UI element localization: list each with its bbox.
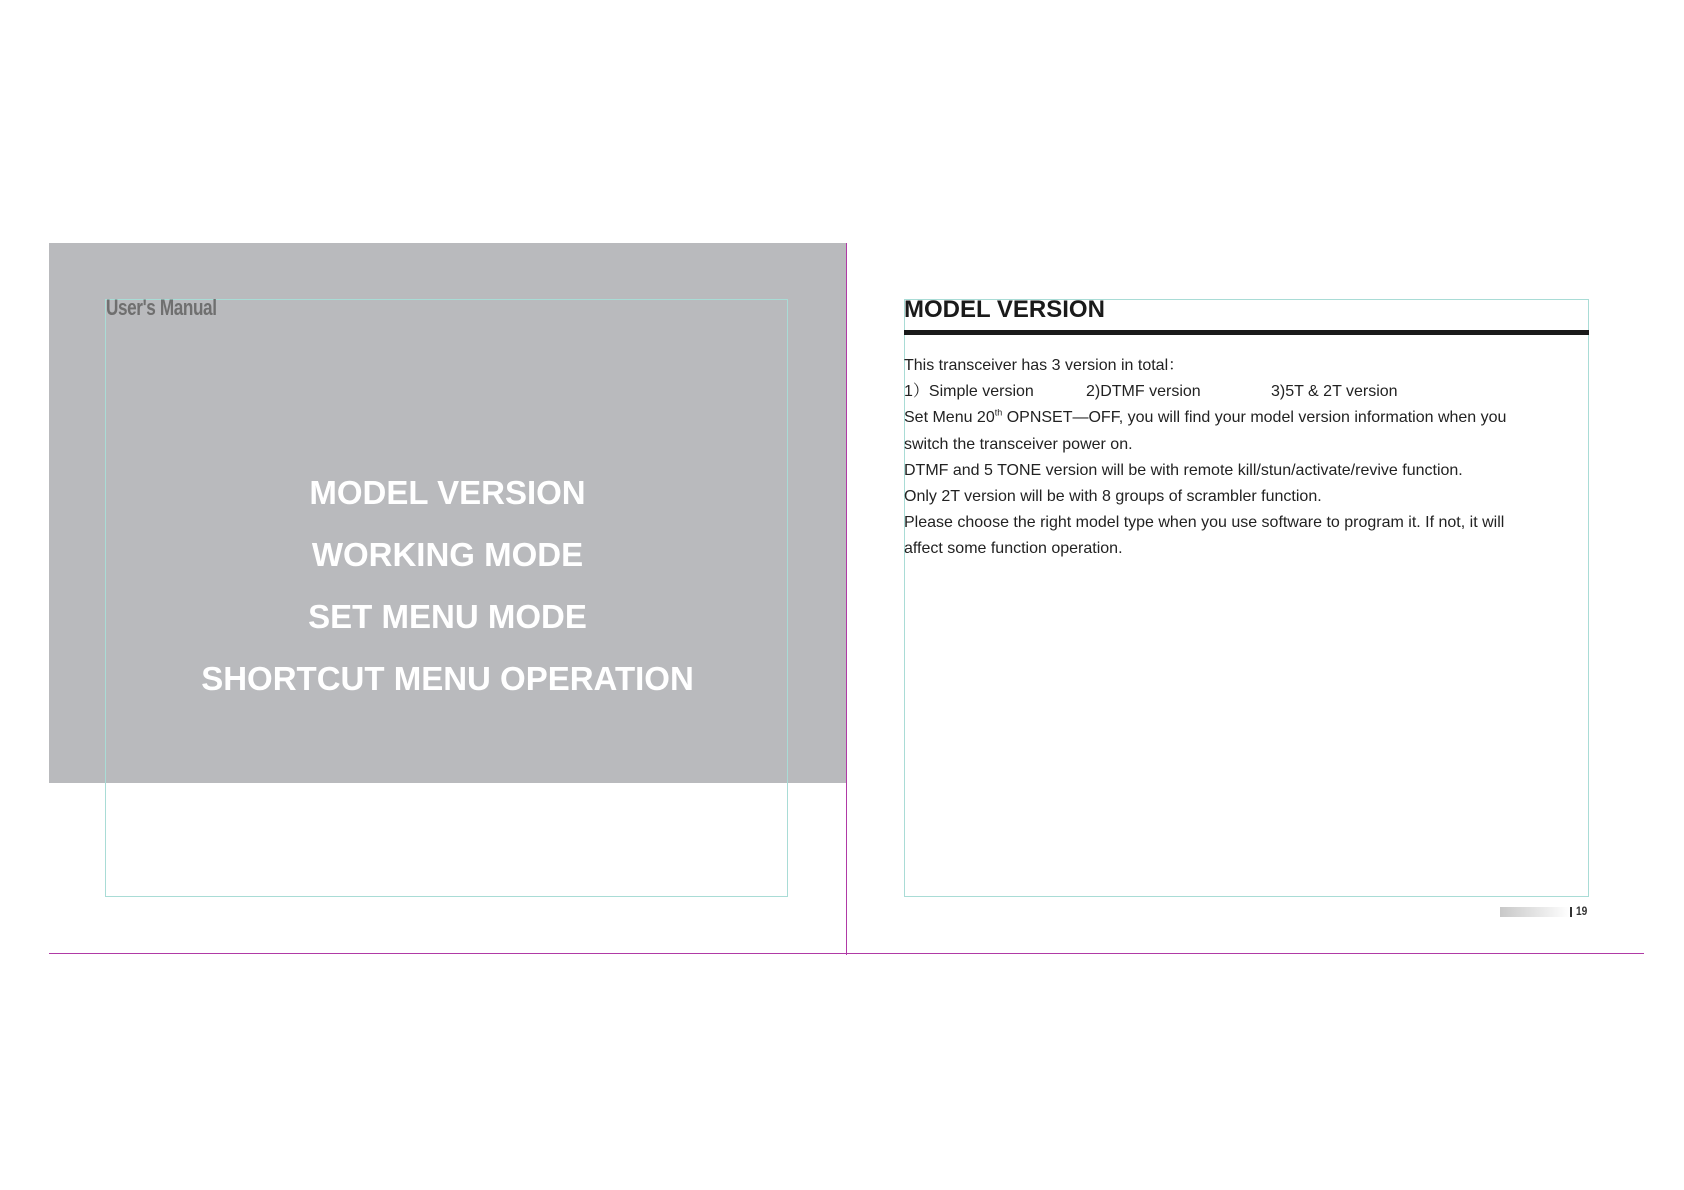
version-simple: 1）Simple version [904, 383, 1034, 401]
set-menu-superscript: th [994, 408, 1003, 419]
section-title: MODEL VERSION [904, 296, 1105, 323]
toc-item-shortcut-menu-operation: SHORTCUT MENU OPERATION [201, 660, 694, 697]
set-menu-line [904, 405, 1584, 431]
toc-item-model-version: MODEL VERSION [309, 474, 586, 511]
page-number-separator [1570, 907, 1572, 917]
version-5t-2t: 3)5T & 2T version [1271, 383, 1398, 401]
intro-line: This transceiver has 3 version in total： [904, 357, 1185, 374]
body-line: switch the transceiver power on. [904, 435, 1133, 453]
toc-item-set-menu-mode: SET MENU MODE [308, 598, 587, 635]
page-fold-line [846, 243, 847, 955]
page-number: 19 [1576, 904, 1588, 918]
users-manual-label: User's Manual [106, 295, 217, 320]
page-bottom-trim-line [49, 953, 1644, 954]
page-number-gradient-bar [1500, 907, 1570, 917]
version-dtmf: 2)DTMF version [1086, 383, 1201, 401]
toc-item-working-mode: WORKING MODE [311, 536, 584, 573]
body-line: DTMF and 5 TONE version will be with remote kill/stun/activate/revive function. [904, 461, 1463, 479]
title-underline-rule [904, 330, 1589, 335]
set-menu-prefix: Set Menu 20 [904, 409, 995, 427]
set-menu-suffix: OPNSET—OFF, you will find your model version information when you [1002, 409, 1507, 427]
body-line: Please choose the right model type when you use software to program it. If not, it will [904, 514, 1505, 532]
body-line: affect some function operation. [904, 540, 1123, 558]
versions-line [904, 379, 1584, 405]
body-line: Only 2T version will be with 8 groups of scrambler function. [904, 488, 1322, 506]
model-version-body [904, 353, 1584, 563]
page-footer [1500, 904, 1590, 920]
chapter-contents [49, 462, 846, 710]
